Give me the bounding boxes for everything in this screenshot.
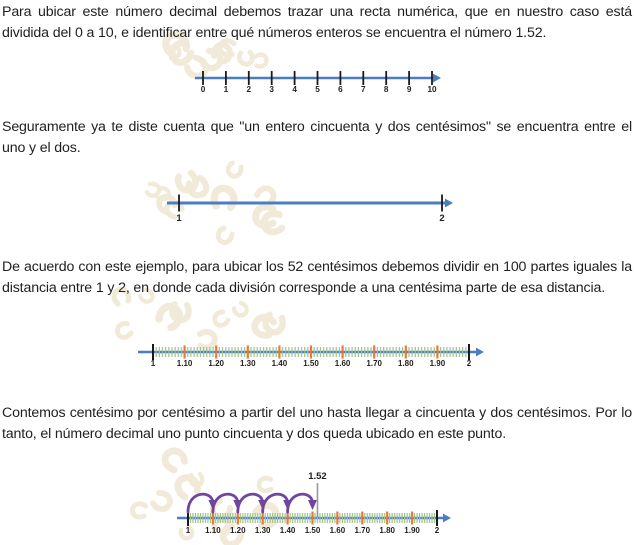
tick-label: 1.20 <box>230 526 246 535</box>
tick-label: 1.30 <box>254 526 271 535</box>
marker-label: 1.52 <box>308 471 327 482</box>
tick-label: 1.40 <box>279 526 296 535</box>
paragraph-intro: Para ubicar este número decimal debemos trazar una recta numérica, que en nuestro caso está dividida del 0 a 10, e identificar entre qué números enteros se encuentra el número 1.52. <box>2 4 632 41</box>
jump-arc <box>238 494 263 512</box>
watermark-swirl <box>215 226 234 245</box>
number-line-hundredths <box>0 333 634 373</box>
watermark-swirl <box>168 47 179 59</box>
arrow-head <box>443 514 451 523</box>
tick-label: 1 <box>185 526 191 535</box>
paragraph-between-one-and-two: Seguramente ya te diste cuenta que "un entero cincuenta y dos centésimos" se encuentra entre el uno y el dos. <box>2 119 632 156</box>
watermark-swirl <box>156 303 184 331</box>
tick-label: 1.90 <box>404 526 420 535</box>
tick-label: 4 <box>292 85 297 94</box>
tick-label: 2 <box>246 85 252 94</box>
paragraph-divide-100-parts: De acuerdo con este ejemplo, para ubicar los 52 centésimos debemos dividir en 100 partes iguales la distancia entre 1 y 2, en donde cada división corresponde a una centésima parte de esa distancia. <box>2 259 632 296</box>
tick-label: 1.80 <box>379 526 395 535</box>
tick-label: 1 <box>150 359 156 368</box>
number-line-hundredths-with-jumps <box>0 466 634 545</box>
watermark-swirl <box>233 302 248 317</box>
tick-label: 0 <box>200 85 206 94</box>
tick-label: 1.60 <box>329 526 346 535</box>
tick-label: 1.50 <box>304 526 321 535</box>
tick-label: 1.70 <box>366 359 382 368</box>
watermark-swirl <box>213 311 228 327</box>
watermark-swirl <box>262 311 287 336</box>
tick-label: 1.20 <box>208 359 224 368</box>
tick-label: 1 <box>223 85 229 94</box>
tick-label: 8 <box>383 85 389 94</box>
number-line-1-2 <box>0 183 634 227</box>
number-line-0-10 <box>0 58 634 98</box>
tick-label: 1.40 <box>271 359 288 368</box>
tick-label: 1.30 <box>240 359 256 368</box>
jump-arc <box>288 494 313 512</box>
tick-label: 2 <box>439 213 445 224</box>
tick-label: 7 <box>361 85 366 94</box>
tick-label: 1 <box>176 213 182 224</box>
jump-arc-arrowhead <box>308 500 317 510</box>
paragraph-count-hundredths: Contemos centésimo por centésimo a partir del uno hasta llegar a cincuenta y dos centésimos. Por lo tanto, el número decimal uno punto cincuenta y dos queda ubicado en este punto. <box>2 405 632 442</box>
jump-arc <box>263 494 288 512</box>
arrow-head <box>445 199 453 208</box>
tick-label: 2 <box>434 526 440 535</box>
tick-label: 1.10 <box>205 526 221 535</box>
watermark-swirl <box>225 160 243 178</box>
tick-label: 1.70 <box>354 526 371 535</box>
arrow-head <box>476 348 484 357</box>
tick-label: 1.10 <box>176 359 193 368</box>
tick-label: 10 <box>427 85 437 94</box>
tick-label: 1.50 <box>303 359 319 368</box>
tick-label: 6 <box>338 85 343 94</box>
tick-label: 3 <box>269 85 274 94</box>
tick-label: 1.90 <box>429 359 446 368</box>
watermark-swirl <box>169 300 192 323</box>
tick-label: 1.60 <box>334 359 351 368</box>
tick-label: 9 <box>406 85 412 94</box>
jump-arc <box>213 494 238 512</box>
tick-label: 5 <box>315 85 320 94</box>
arrow-head <box>433 74 441 83</box>
tick-label: 1.80 <box>398 359 414 368</box>
tick-label: 2 <box>466 359 472 368</box>
jump-arc <box>188 494 213 512</box>
